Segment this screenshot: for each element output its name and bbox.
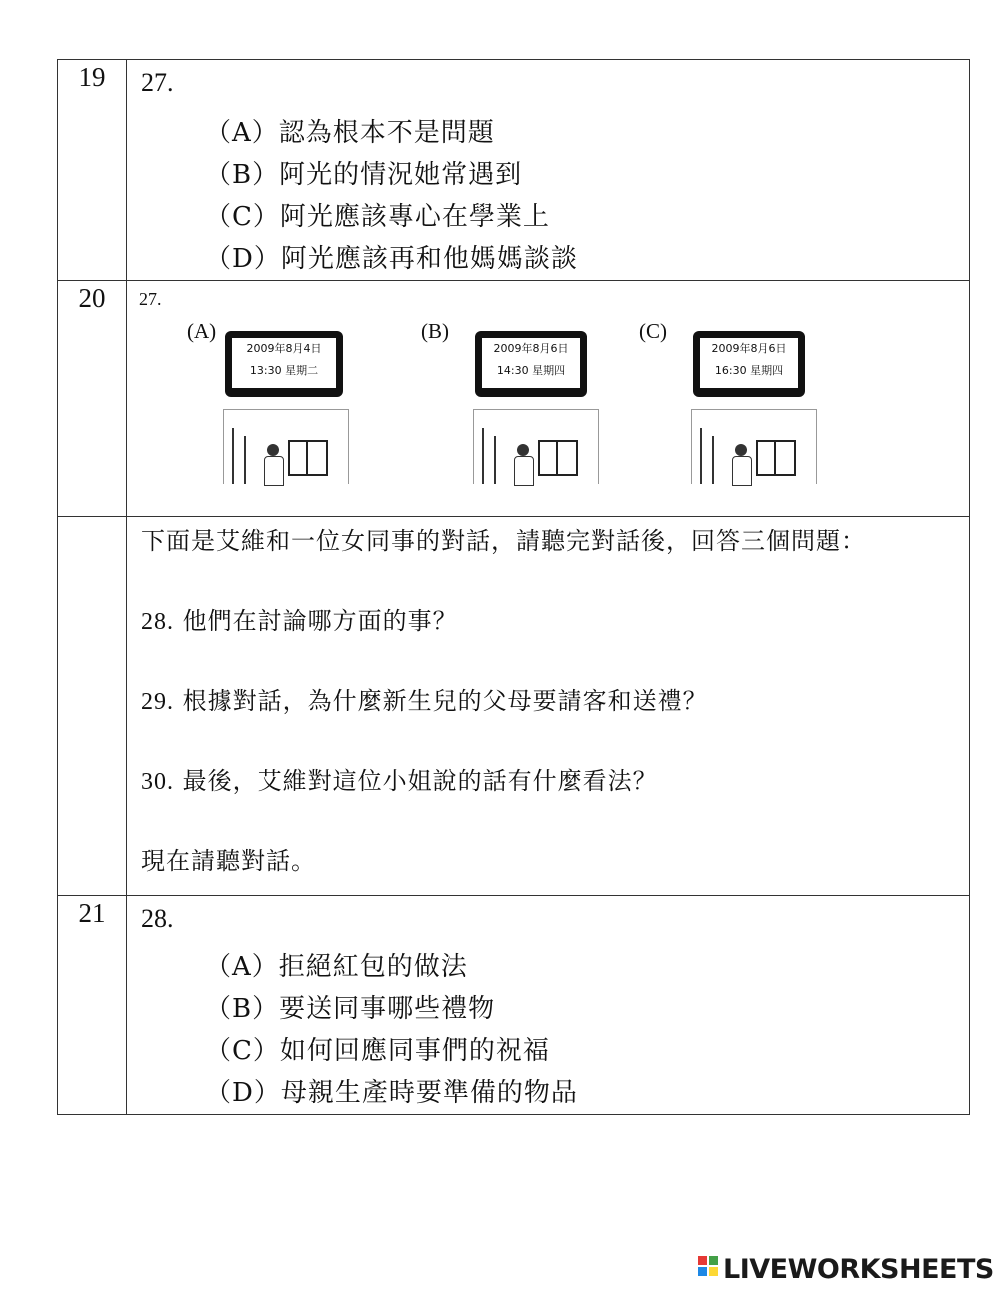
clock-time: 13:30 星期二 [249,364,319,377]
question-number: 28. [141,904,174,933]
question-cell [127,60,970,281]
question-number: 27. [141,68,174,97]
clock-display [475,331,587,397]
row-number-text [58,517,126,519]
dialog-closing: 現在請聽對話。 [141,847,316,875]
row-20 [58,281,970,517]
window-icon [288,440,328,476]
room-scene [223,409,349,484]
option-b: （B）要送同事哪些禮物 [205,994,496,1024]
brand-name: LIVEWORKSHEETS [723,1253,994,1285]
clock-time: 14:30 星期四 [496,364,566,377]
picture-option-a [187,319,327,515]
option-b: （B）阿光的情況她常遇到 [205,160,523,190]
picture-label: (C) [639,319,667,343]
option-a: （A）拒絕紅包的做法 [205,952,468,982]
row-number [58,517,127,896]
question-text: 他們在討論哪方面的事？ [182,607,458,635]
option-d: （D）母親生產時要準備的物品 [205,1078,578,1108]
dialog-question [141,601,969,641]
liveworksheets-icon [698,1256,720,1282]
dialog-intro: 下面是艾維和一位女同事的對話，請聽完對話後，回答三個問題： [141,527,866,555]
clock-date: 2009年8月6日 [493,342,569,355]
worksheet-table [57,59,970,1115]
clock-date: 2009年8月6日 [711,342,787,355]
picture-option-c [639,319,787,515]
window-icon [756,440,796,476]
room-scene [691,409,817,484]
question-text: 根據對話，為什麼新生兒的父母要請客和送禮？ [182,687,708,715]
dialog-cell [127,517,970,896]
window-icon [538,440,578,476]
row-19 [58,60,970,281]
option-c: （C）如何回應同事們的祝福 [205,1036,550,1066]
liveworksheets-logo[interactable] [698,1254,994,1284]
dialog-question [141,761,969,801]
clock-display [225,331,343,397]
row-number-text: 19 [78,62,106,92]
question-cell [127,896,970,1115]
question-number: 30. [141,769,174,795]
clock-time: 16:30 星期四 [714,364,784,377]
question-text: 最後，艾維對這位小姐說的話有什麼看法？ [182,767,658,795]
row-number-text: 21 [78,898,106,928]
picture-label: (B) [421,319,449,343]
picture-option-b [421,319,569,515]
question-number: 29. [141,689,174,715]
picture-cell [127,281,970,517]
clock-display [693,331,805,397]
dialog-question [141,681,969,721]
row-number-text: 20 [78,283,106,313]
row-number [58,896,127,1115]
picture-label: (A) [187,319,217,343]
question-number: 27. [139,289,162,309]
row-number [58,60,127,281]
picture-options [127,281,969,515]
clock-date: 2009年8月4日 [246,342,322,355]
row-number [58,281,127,517]
person-icon [512,444,534,484]
option-c: （C）阿光應該專心在學業上 [205,202,550,232]
room-scene [473,409,599,484]
person-icon [730,444,752,484]
person-icon [262,444,284,484]
row-dialog [58,517,970,896]
question-number: 28. [141,609,174,635]
row-21 [58,896,970,1115]
option-d: （D）阿光應該再和他媽媽談談 [205,244,578,274]
option-a: （A）認為根本不是問題 [205,118,495,148]
